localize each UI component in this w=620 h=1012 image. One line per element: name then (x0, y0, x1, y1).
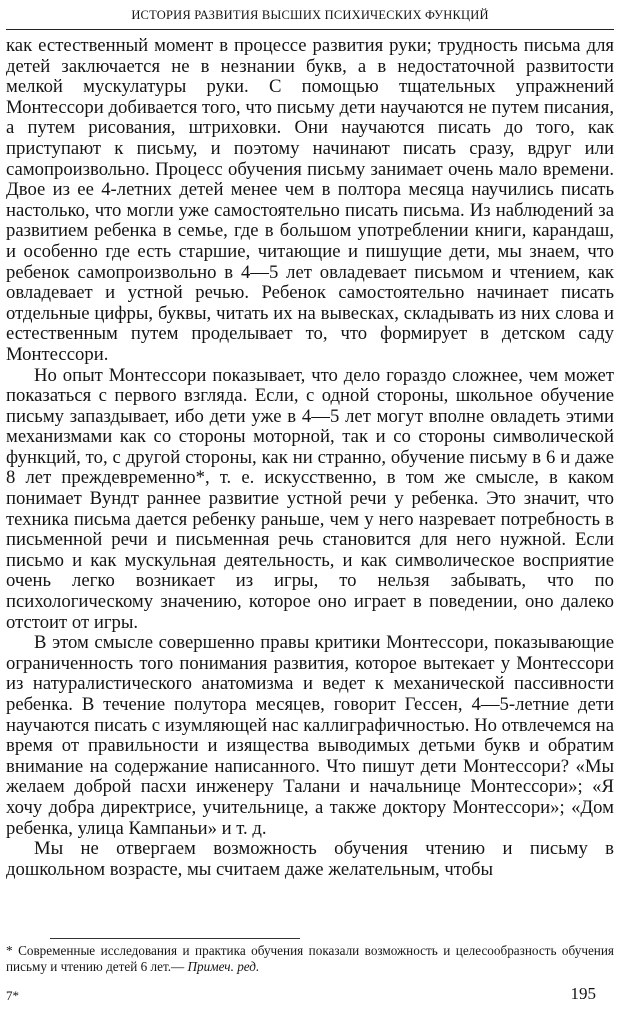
footnote-attribution: Примеч. ред. (187, 959, 260, 974)
paragraph-3: В этом смысле совершенно правы критики Монтессори, показывающие ограниченность того понимания развития, которое вытекает у Монтессори из натуралистического анатомизма и ведет к механической пассивности ребенка. В течение полутора месяцев, говорит Гессен, 4—5-летние дети научаются писать с изумляющей нас каллиграфичностью. Но отвлечемся на время от правильности и изящества выводимых детьми букв и обратим внимание на содержание написанного. Что пишут дети Монтессори? «Мы желаем доброй пасхи инженеру Талани и начальнице Монтессори»; «Я хочу добра директрисе, учительнице, а также доктору Монтессори»; «Дом ребенка, улица Кампаньи» и т. д. (6, 632, 614, 839)
signature-mark: 7* (6, 988, 19, 1003)
paragraph-4: Мы не отвергаем возможность обучения чтению и письму в дошкольном возрасте, мы считаем даже желательным, чтобы (6, 838, 614, 880)
page-number: 195 (570, 984, 596, 1003)
footnote (6, 943, 614, 975)
paragraph-2: Но опыт Монтессори показывает, что дело гораздо сложнее, чем может показаться с первого взгляда. Если, с одной стороны, школьное обучение письму запаздывает, ибо дети уже в 4—5 лет могут вполне овладеть этими механизмами как со стороны моторной, так и со стороны символической функций, то, с другой стороны, как ни странно, обучение письму в 6 и даже 8 лет преждевременно*, т. е. искусственно, в том же смысле, в каком понимает Вундт раннее развитие устной речи у ребенка. Это значит, что техника письма дается ребенку раньше, чем у него назревает потребность в письменной речи и письменная речь становится для него нужной. Если письмо и как мускульная деятельность, и как символическое восприятие очень легко возникает из игры, то нельзя забывать, что по психологическому значению, которое оно играет в поведении, оно далеко отстоит от игры. (6, 364, 614, 633)
paragraph-1: как естественный момент в процессе развития руки; трудность письма для детей заключается не в незнании букв, а в недостаточной развитости мелкой мускулатуры руки. С помощью тщательных упражнений Монтессори добивается того, что письму дети научаются не путем писания, а путем рисования, штриховки. Они научаются писать до того, как приступают к письму, и поэтому начинают писать сразу, вдруг или самопроизвольно. Процесс обучения письму занимает очень мало времени. Двое из ее 4-летних детей менее чем в полтора месяца научились писать настолько, что могли уже самостоятельно писать письма. Из наблюдений за развитием ребенка в семье, где в большом употреблении книги, карандаш, и особенно где есть старшие, читающие и пишущие дети, мы знаем, что ребенок самопроизвольно в 4—5 лет овладевает письмом и чтением, как овладевает и устной речью. Ребенок самостоятельно начинает писать отдельные цифры, буквы, читать их на вывесках, складывать из них слова и естественным путем проделывает то, что формирует в детском саду Монтессори. (6, 35, 614, 365)
main-text (6, 36, 614, 880)
header-rule (6, 29, 614, 30)
footnote-text: * Современные исследования и практика обучения показали возможность и целесообразность обучения письму и чтению детей 6 лет.— (6, 943, 614, 974)
footnote-rule (50, 938, 300, 939)
running-header: ИСТОРИЯ РАЗВИТИЯ ВЫСШИХ ПСИХИЧЕСКИХ ФУНКЦИЙ (131, 8, 489, 22)
